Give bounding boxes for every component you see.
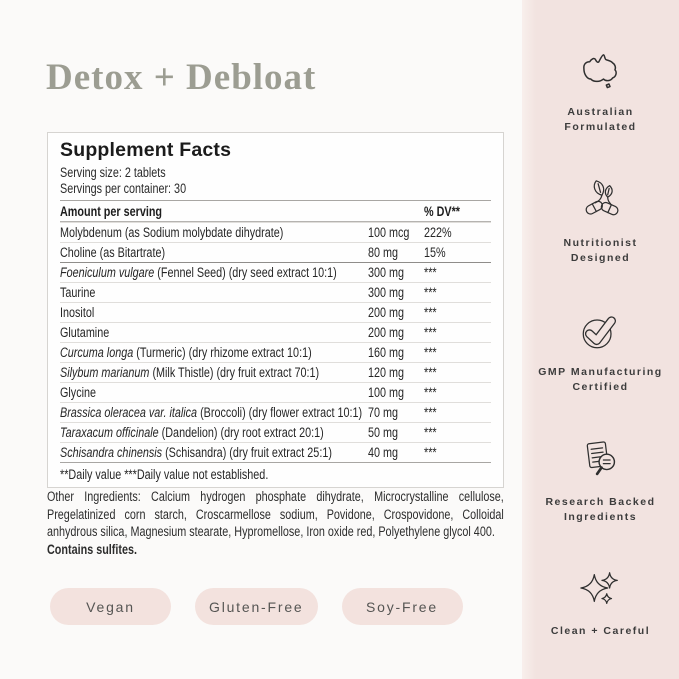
ingredient-dv: 15% <box>424 245 446 260</box>
table-row <box>60 442 491 462</box>
ingredient-amount: 200 mg <box>368 305 405 320</box>
ingredient-amount: 200 mg <box>368 325 405 340</box>
ingredient-dv: *** <box>424 425 437 440</box>
servings-per-container: Servings per container: 30 <box>60 180 187 196</box>
ingredient-amount: 50 mg <box>368 425 399 440</box>
daily-value-footnote: **Daily value ***Daily value not established. <box>60 462 491 485</box>
ingredient-amount: 160 mg <box>368 345 405 360</box>
ingredient-name: (Dandelion) (dry root extract 20:1) <box>158 425 324 440</box>
leaf-capsule-icon <box>578 177 624 223</box>
sidebar-item-nutritionist-designed <box>564 177 638 266</box>
sidebar-item-label: Research Backed Ingredients <box>545 496 656 524</box>
sidebar-item-research-backed <box>545 436 655 525</box>
ingredient-amount: 300 mg <box>368 265 405 280</box>
ingredient-latin: Silybum marianum <box>60 365 150 380</box>
sidebar-item-label: GMP Manufacturing Certified <box>538 365 663 393</box>
ingredient-name: Choline (as Bitartrate) <box>60 245 166 260</box>
gluten-free-badge: Gluten-Free <box>195 588 318 625</box>
table-row <box>60 382 491 402</box>
ingredient-dv: *** <box>424 345 437 360</box>
other-ingredients-section <box>47 488 504 558</box>
table-row <box>60 282 491 302</box>
ingredient-dv: *** <box>424 365 437 380</box>
ingredient-dv: *** <box>424 325 437 340</box>
dv-header: % DV** <box>424 204 461 219</box>
ingredient-latin: Foeniculum vulgare <box>60 265 155 280</box>
ingredient-name: Glutamine <box>60 325 110 340</box>
ingredient-latin: Schisandra chinensis <box>60 445 163 460</box>
table-row <box>60 422 491 442</box>
ingredient-amount: 80 mg <box>368 245 399 260</box>
ingredient-name: (Milk Thistle) (dry fruit extract 70:1) <box>149 365 320 380</box>
sparkles-icon <box>578 567 624 611</box>
ingredient-amount: 120 mg <box>368 365 405 380</box>
feature-sidebar <box>522 0 679 679</box>
ingredient-latin: Curcuma longa <box>60 345 134 360</box>
soy-free-badge: Soy-Free <box>342 588 463 625</box>
ingredient-name: Inositol <box>60 305 95 320</box>
sidebar-item-clean-careful <box>551 567 650 639</box>
ingredient-amount: 100 mcg <box>368 225 410 240</box>
ingredient-name: (Broccoli) (dry flower extract 10:1) <box>197 405 363 420</box>
table-row <box>60 242 491 262</box>
other-ingredients-text: Other Ingredients: Calcium hydrogen phosphate dihydrate, Microcrystalline cellulose, Pregelatinized corn starch, Croscarmellose sodium, Povidone, Crospovidone, Colloidal anhydrous silica, Magnesium stearate, Hypromellose, Iron oxide red, Polyethylene glycol 400. <box>47 489 504 539</box>
vegan-badge: Vegan <box>50 588 171 625</box>
ingredient-amount: 300 mg <box>368 285 405 300</box>
ingredient-name: Taurine <box>60 285 96 300</box>
amount-per-serving-header: Amount per serving <box>60 204 163 219</box>
ingredient-name: (Schisandra) (dry fruit extract 25:1) <box>162 445 332 460</box>
document-magnifier-icon <box>578 436 624 482</box>
sidebar-item-label: Australian Formulated <box>564 106 637 133</box>
table-header-row <box>60 201 491 222</box>
sidebar-item-australian-formulated <box>564 50 636 135</box>
ingredient-amount: 100 mg <box>368 385 405 400</box>
ingredient-name: (Turmeric) (dry rhizome extract 10:1) <box>133 345 312 360</box>
serving-size: Serving size: 2 tablets <box>60 165 166 180</box>
ingredient-latin: Taraxacum officinale <box>60 425 159 440</box>
table-row <box>60 342 491 362</box>
table-row <box>60 322 491 342</box>
ingredient-latin: Brassica oleracea var. italica <box>60 405 198 420</box>
supplement-facts-heading: Supplement Facts <box>60 139 232 161</box>
australia-map-icon <box>577 50 623 92</box>
ingredient-amount: 40 mg <box>368 445 399 460</box>
page-title: Detox + Debloat <box>46 57 317 98</box>
sidebar-item-gmp-certified <box>538 308 662 395</box>
table-row <box>60 222 491 242</box>
ingredient-name: Glycine <box>60 385 97 400</box>
ingredient-dv: *** <box>424 385 437 400</box>
contains-sulfites-text: Contains sulfites. <box>47 541 138 557</box>
ingredient-dv: 222% <box>424 225 452 240</box>
ingredient-dv: *** <box>424 265 437 280</box>
ingredient-name: Molybdenum (as Sodium molybdate dihydrate) <box>60 225 284 240</box>
table-row <box>60 262 491 282</box>
table-row <box>60 362 491 382</box>
table-row <box>60 302 491 322</box>
supplement-facts-panel <box>47 132 504 488</box>
sidebar-item-label: Nutritionist Designed <box>563 236 638 264</box>
ingredient-amount: 70 mg <box>368 405 399 420</box>
ingredient-dv: *** <box>424 445 437 460</box>
ingredient-dv: *** <box>424 285 437 300</box>
check-circle-icon <box>577 308 623 352</box>
sidebar-item-label: Clean + Careful <box>550 625 651 637</box>
ingredient-name: (Fennel Seed) (dry seed extract 10:1) <box>154 265 337 280</box>
ingredient-dv: *** <box>424 305 437 320</box>
badge-row <box>50 588 463 625</box>
ingredient-dv: *** <box>424 405 437 420</box>
table-row <box>60 402 491 422</box>
